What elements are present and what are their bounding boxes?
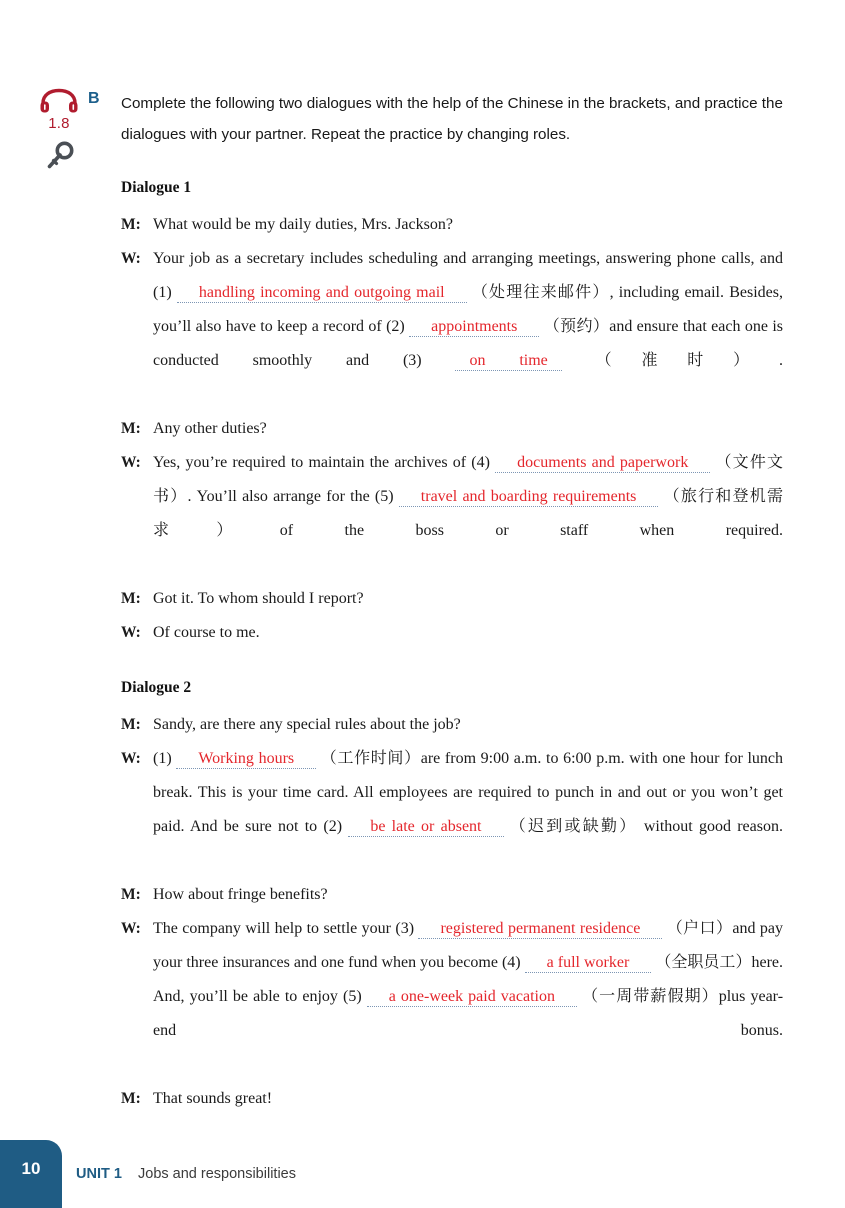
speaker-label: W: — [121, 250, 141, 267]
speaker-label: W: — [121, 454, 141, 471]
dialogue-turn — [121, 242, 783, 412]
speaker-label: M: — [121, 420, 141, 437]
dialogue-turn — [121, 446, 783, 582]
blank-answer[interactable]: be late or absent — [348, 818, 503, 837]
turn-text: Got it. To whom should I report? — [153, 590, 364, 607]
exercise-instruction: Complete the following two dialogues with the help of the Chinese in the brackets, and practice the dialogues with your partner. Repeat the practice by changing roles. — [121, 95, 783, 143]
speaker-label: M: — [121, 216, 141, 233]
blank-answer[interactable]: handling incoming and outgoing mail — [177, 284, 467, 303]
dialogue-turn — [121, 616, 783, 650]
dialogue-turn — [121, 742, 783, 878]
speaker-label: W: — [121, 920, 141, 937]
page-number: 10 — [21, 1159, 41, 1178]
footer-unit-label: UNIT 1 — [76, 1166, 122, 1182]
dialogue-turn — [121, 412, 783, 446]
turn-text: Your job as a secretary includes scheduling and arranging meetings, answering phone calls, and (1) handling incoming and outgoing mail （处理往来邮件）, including email. Besides, you’ll also have to keep a record of (2) appointments （预约）and ensure that each one is conducted smoothly and (3) on time （准时）. — [153, 250, 784, 369]
turn-text: Yes, you’re required to maintain the archives of (4) documents and paperwork （文件文书）. You’ll also arrange for the (5) travel and boarding requirements （旅行和登机需求）of the boss or staff when required. — [153, 454, 784, 539]
speaker-label: M: — [121, 886, 141, 903]
blank-answer[interactable]: travel and boarding requirements — [399, 488, 659, 507]
dialogue-1-turns — [121, 208, 783, 650]
speaker-label: W: — [121, 624, 141, 641]
blank-answer[interactable]: appointments — [409, 318, 539, 337]
blank-answer[interactable]: Working hours — [176, 750, 316, 769]
dialogue-2-title: Dialogue 2 — [121, 679, 192, 696]
turn-text: (1) Working hours （工作时间）are from 9:00 a.m. to 6:00 p.m. with one hour for lunch break. This is your time card. All employees are required to punch in and out or you won’t get paid. And be sure not to (2) be late or absent （迟到或缺勤） without good reason. — [153, 750, 784, 835]
blank-answer[interactable]: registered permanent residence — [418, 920, 662, 939]
turn-text: The company will help to settle your (3) registered permanent residence （户口）and pay your three insurances and one fund when you become (4) a full worker （全职员工）here. And, you’ll be able to enjoy (5) a one-week paid vacation （一周带薪假期）plus year-end bonus. — [153, 920, 784, 1039]
dialogue-turn — [121, 582, 783, 616]
speaker-label: M: — [121, 716, 141, 733]
blank-answer[interactable]: a full worker — [525, 954, 652, 973]
dialogue-turn — [121, 708, 783, 742]
exercise-letter: B — [88, 90, 100, 107]
dialogue-1-title: Dialogue 1 — [121, 179, 192, 196]
dialogue-turn — [121, 878, 783, 912]
turn-text: That sounds great! — [153, 1090, 273, 1107]
turn-text: How about fringe benefits? — [153, 886, 328, 903]
key-icon — [44, 141, 74, 171]
dialogue-turn — [121, 1082, 783, 1116]
page-footer — [0, 1140, 845, 1208]
footer-unit-title: Jobs and responsibilities — [138, 1166, 296, 1182]
blank-answer[interactable]: on time — [455, 352, 561, 371]
dialogues-container — [121, 178, 783, 1116]
audio-track-number: 1.8 — [48, 115, 70, 132]
turn-text: Sandy, are there any special rules about the job? — [153, 716, 461, 733]
speaker-label: W: — [121, 750, 141, 767]
dialogue-turn — [121, 208, 783, 242]
blank-answer[interactable]: documents and paperwork — [495, 454, 710, 473]
blank-answer[interactable]: a one-week paid vacation — [367, 988, 577, 1007]
turn-text: Of course to me. — [153, 624, 260, 641]
dialogue-turn — [121, 912, 783, 1082]
dialogue-2-turns — [121, 708, 783, 1116]
media-gutter — [30, 88, 88, 171]
turn-text: What would be my daily duties, Mrs. Jackson? — [153, 216, 453, 233]
speaker-label: M: — [121, 590, 141, 607]
turn-text: Any other duties? — [153, 420, 267, 437]
speaker-label: M: — [121, 1090, 141, 1107]
headphones-icon — [39, 88, 79, 114]
